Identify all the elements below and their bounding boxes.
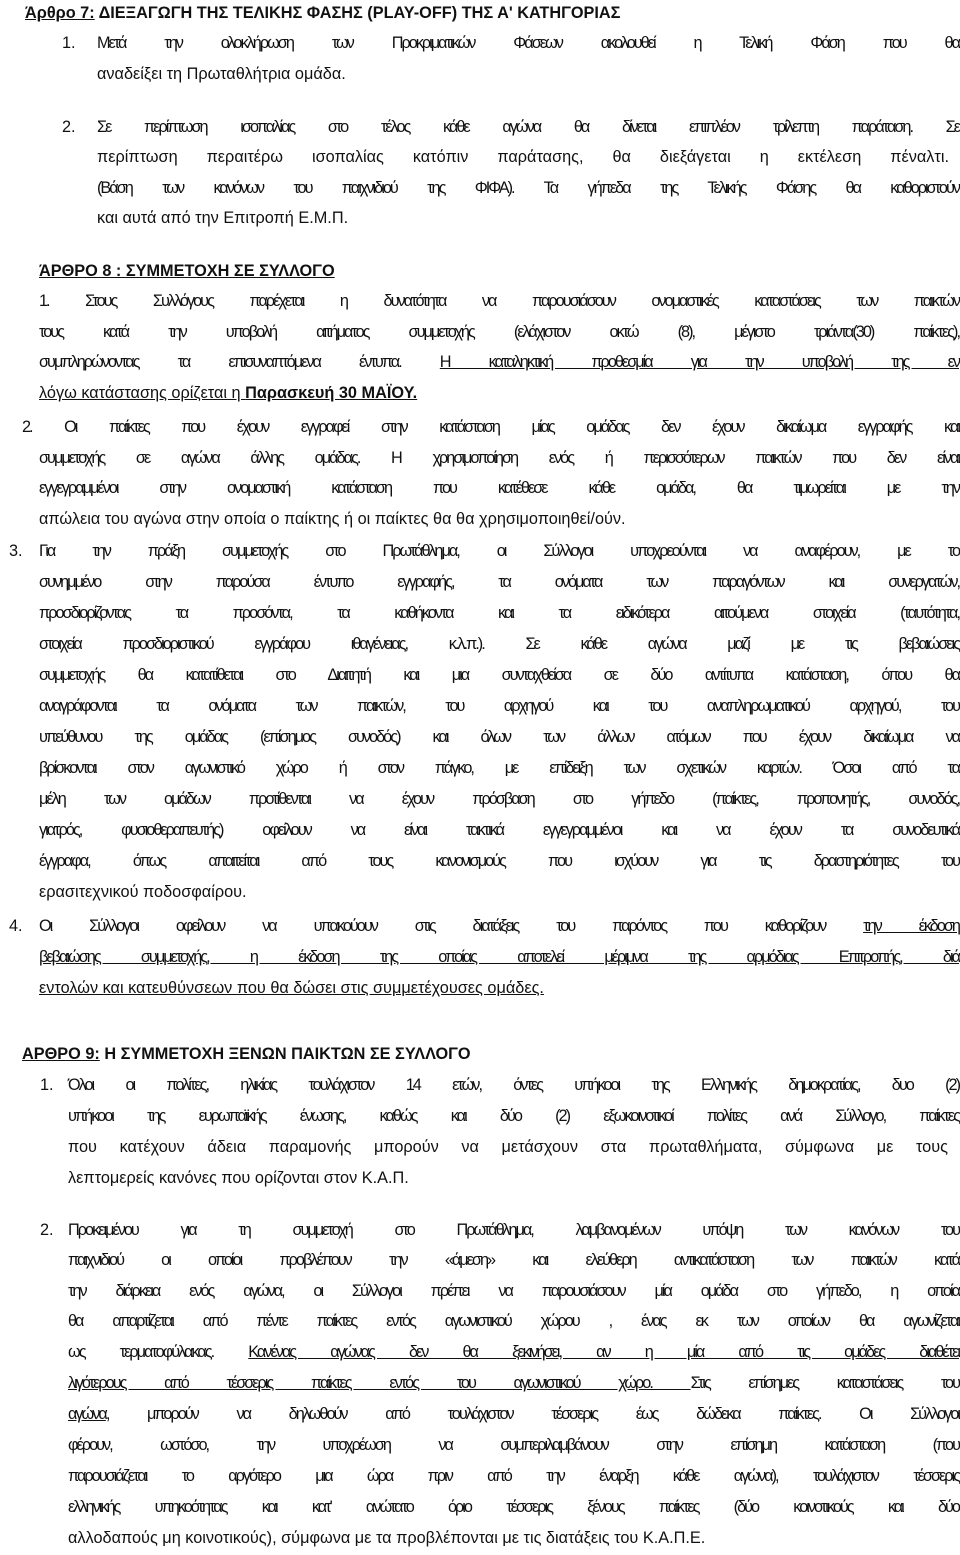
article-9-title: Η ΣΥΜΜΕΤΟΧΗ ΞΕΝΩΝ ΠΑΙΚΤΩΝ ΣΕ ΣΥΛΛΟΓΟ: [99, 1045, 471, 1063]
art8-para-3-line: αναγράφονται τα ονόματα των παικτών, του αρχηγού και του αναπληρωματικού αρχηγού, του: [39, 697, 959, 715]
art8-para-2-line: συμμετοχής σε αγώνα άλλης ομάδας. Η χρησιμοποίηση ενός ή περισσότερων παικτών που δεν είναι: [39, 449, 959, 467]
art8-para-4-line: εντολών και κατευθύνσεων που θα δώσει στις συμμετέχουσες ομάδες.: [39, 979, 544, 997]
art7-item-2-number: 2.: [62, 118, 76, 136]
text-segment: Οι Σύλλογοι οφείλουν να υπακούουν στις διατάξεις του παρόντος που καθορίζουν: [39, 917, 864, 935]
text-segment: αγώνα: [68, 1405, 106, 1423]
art9-item-2-line: παιχνιδιού οι οποίοι προβλέπουν την «άμεση» και ελεύθερη αντικατάσταση των παικτών κατά: [68, 1251, 959, 1269]
art7-item-1-line: Μετά την ολοκλήρωση των Προκριματικών Φάσεων ακολουθεί η Τελική Φάση που θα: [97, 34, 959, 52]
deadline-text: Η καταληκτική προθεσμία για την υποβολή της εν: [439, 353, 959, 371]
art9-item-2-line: παρουσιάζεται το αργότερο μια ώρα πριν από την έναρξη κάθε αγώνα), τουλάχιστον τέσσερις: [68, 1467, 959, 1485]
art7-item-2-line: (Βάση των κανόνων του παιχνιδιού της ΦΙΦΑ). Τα γήπεδα της Τελικής Φάσης θα καθοριστούν: [97, 179, 959, 197]
art8-para-3-line: στοιχεία προσδιοριστικού εγγράφου ιθαγένειας, κ.λ.π.). Σε κάθε αγώνα μαζί με τις βεβαιώσεις: [39, 635, 959, 653]
art8-para-3-line: συμμετοχής θα κατατίθεται στο Διαιτητή και μια συνταχθείσα σε δύο αντίτυπα κατάσταση, όπου θα: [39, 666, 959, 684]
art8-para-3-number: 3.: [9, 542, 23, 560]
art9-item-2-line: αλλοδαπούς μη κοινοτικούς), σύμφωνα με τα προβλέπονται με τις διατάξεις του Κ.Α.Π.Ε.: [68, 1529, 706, 1547]
art8-para-1-line: [39, 378, 417, 408]
text-segment: συμπληρώνοντας τα επισυναπτόμενα έντυπα.: [39, 353, 440, 371]
art9-item-2-line: Προκειμένου για τη συμμετοχή στο Πρωτάθλημα, λαμβανομένων υπόψη των κανόνων του: [68, 1221, 959, 1239]
article-7-heading: [25, 0, 620, 28]
art9-item-1-line: που κατέχουν άδεια παραμονής μπορούν να μετάσχουν στα πρωταθλήματα, σύμφωνα με τους: [68, 1138, 948, 1156]
art9-item-2-line: [68, 1368, 959, 1398]
art8-para-3-line: γιατρός, φυσιοθεραπευτής) οφείλουν να είναι τακτικά εγγεγραμμένοι και να έχουν τα συνοδευτικά: [39, 821, 959, 839]
art8-para-4-line: βεβαιώσης συμμετοχής, η έκδοση της οποίας αποτελεί μέριμνα της αρμόδιας Επιτροπής, διά: [39, 948, 959, 966]
art9-item-2-line: [68, 1337, 959, 1367]
art7-item-2-line: περίπτωση περαιτέρω ισοπαλίας κατόπιν παράτασης, θα διεξάγεται η εκτέλεση πέναλτι.: [97, 148, 949, 166]
art8-para-3-line: προσδιορίζοντας τα προσόντα, τα καθήκοντα και τα ειδικότερα αιτούμενα στοιχεία (ταυτότητα,: [39, 604, 959, 622]
text-segment: Στις επίσημες καταστάσεις του: [690, 1374, 959, 1392]
art7-item-1-number: 1.: [62, 34, 76, 52]
article-7-label: Άρθρο 7:: [25, 4, 95, 22]
art8-para-3-line: ερασιτεχνικού ποδοσφαίρου.: [39, 883, 247, 901]
art8-para-4-line: [39, 911, 959, 941]
art8-para-2-line: εγγεγραμμένοι στην ονομαστική κατάσταση που κατέθεσε κάθε ομάδα, θα τιμωρείται με την: [39, 479, 959, 497]
art7-item-2-line: και αυτά από την Επιτροπή Ε.Μ.Π.: [97, 209, 349, 227]
article-7-title: ΔΙΕΞΑΓΩΓΗ ΤΗΣ ΤΕΛΙΚΗΣ ΦΑΣΗΣ (PLAY-OFF) ΤΗΣ Α' ΚΑΤΗΓΟΡΙΑΣ: [94, 4, 621, 22]
art8-para-1-line: 1. Στους Συλλόγους παρέχεται η δυνατότητα να παρουσιάσουν ονομαστικές καταστάσεις των παικτών: [39, 292, 959, 310]
deadline-date: Παρασκευή 30 ΜΑΪΟΥ.: [245, 384, 418, 402]
art9-item-1-line: υπήκοοι της ευρωπαϊκής ένωσης, καθώς και δύο (2) εξωκοινοτικοί πολίτες ανά Σύλλογο, παίκτες: [68, 1107, 959, 1125]
art8-para-3-line: συνημμένο στην παρούσα έντυπο εγγραφής, τα ονόματα των παραγόντων και συνεργατών,: [39, 573, 959, 591]
art7-item-1-line: αναδείξει τη Πρωταθλήτρια ομάδα.: [97, 65, 346, 83]
text-segment: ως τερματοφύλακας.: [68, 1343, 249, 1361]
text-segment: λιγότερους από τέσσερις παίκτες εντός του αγωνιστικού χώρο.: [68, 1374, 691, 1392]
art8-para-3-line: Για την πράξη συμμετοχής στο Πρωτάθλημα, οι Σύλλογοι υποχρεούνται να αναφέρουν, με το: [39, 542, 959, 560]
art9-item-2-line: φέρουν, ωστόσο, την υποχρέωση να συμπεριλαμβάνουν στην επίσημη κατάσταση (που: [68, 1436, 959, 1454]
art7-item-2-line: Σε περίπτωση ισοπαλίας στο τέλος κάθε αγώνα θα δίνεται επιπλέον τρίλεπτη παράταση. Σε: [97, 118, 959, 136]
art9-item-1-line: λεπτομερείς κανόνες που ορίζονται στον Κ.Α.Π.: [68, 1169, 409, 1187]
art9-item-2-line: θα απαρτίζεται από πέντε παίκτες εντός αγωνιστικού χώρου , ένας εκ των οποίων θα αγωνίζεται: [68, 1312, 959, 1330]
art8-para-2-line: 2. Οι παίκτες που έχουν εγγραφεί στην κατάσταση μίας ομάδας δεν έχουν δικαίωμα εγγραφής και: [22, 418, 959, 436]
art8-para-3-line: βρίσκονται στον αγωνιστικό χώρο ή στον πάγκο, με επίδειξη των σχετικών καρτών. Όσοι από τα: [39, 759, 959, 777]
art9-item-2-line: [68, 1399, 959, 1429]
art8-para-4-number: 4.: [9, 917, 23, 935]
text-segment: λόγω κατάστασης ορίζεται η: [39, 384, 246, 402]
art8-para-3-line: υπεύθυνου της ομάδας (επίσημος συνοδός) και όλων των άλλων ατόμων που έχουν δικαίωμα να: [39, 728, 959, 746]
text-segment: Κανένας αγώνας δεν θα ξεκινήσει, αν η μία από τις ομάδες διαθέτει: [248, 1343, 959, 1361]
art9-item-2-line: ελληνικής υπηκοότητας και κατ' ανώτατο όριο τέσσερις ξένους παίκτες (δύο κοινοτικούς και δύο: [68, 1498, 959, 1516]
art9-item-1-line: Όλοι οι πολίτες, ηλικίας τουλάχιστον 14 ετών, όντες υπήκοοι της Ελληνικής δημοκρατίας, δυο (2): [68, 1076, 959, 1094]
art8-para-1-line: τους κατά την υποβολή αιτήματος συμμετοχής (ελάχιστον οκτώ (8), μέγιστο τριάντα(30) παίκτες),: [39, 323, 959, 341]
text-segment: την έκδοση: [863, 917, 959, 935]
art8-para-1-line: [39, 347, 959, 377]
art9-item-2-line: την διάρκεια ενός αγώνα, οι Σύλλογοι πρέπει να παρουσιάσουν μία ομάδα στο γήπεδο, η οποία: [68, 1282, 959, 1300]
article-9-label: ΑΡΘΡΟ 9:: [22, 1045, 100, 1063]
art8-para-3-line: μέλη των ομάδων προτίθενται να έχουν πρόσβαση στο γήπεδο (παίκτες, προπονητής, συνοδός,: [39, 790, 959, 808]
article-8-heading: ΆΡΘΡΟ 8 : ΣΥΜΜΕΤΟΧΗ ΣΕ ΣΥΛΛΟΓΟ: [39, 262, 335, 280]
text-segment: , μπορούν να δηλωθούν από τουλάχιστον τέσσερις έως δώδεκα παίκτες. Οι Σύλλογοι: [105, 1405, 959, 1423]
art9-item-2-number: 2.: [40, 1221, 54, 1239]
article-9-heading: [22, 1039, 471, 1069]
art9-item-1-number: 1.: [40, 1076, 54, 1094]
art8-para-2-line: απώλεια του αγώνα στην οποία ο παίκτης ή οι παίκτες θα θα χρησιμοποιηθεί/ούν.: [39, 510, 626, 528]
art8-para-3-line: έγγραφα, όπως απαιτείται από τους κανονισμούς που ισχύουν για τις δραστηριότητες του: [39, 852, 959, 870]
